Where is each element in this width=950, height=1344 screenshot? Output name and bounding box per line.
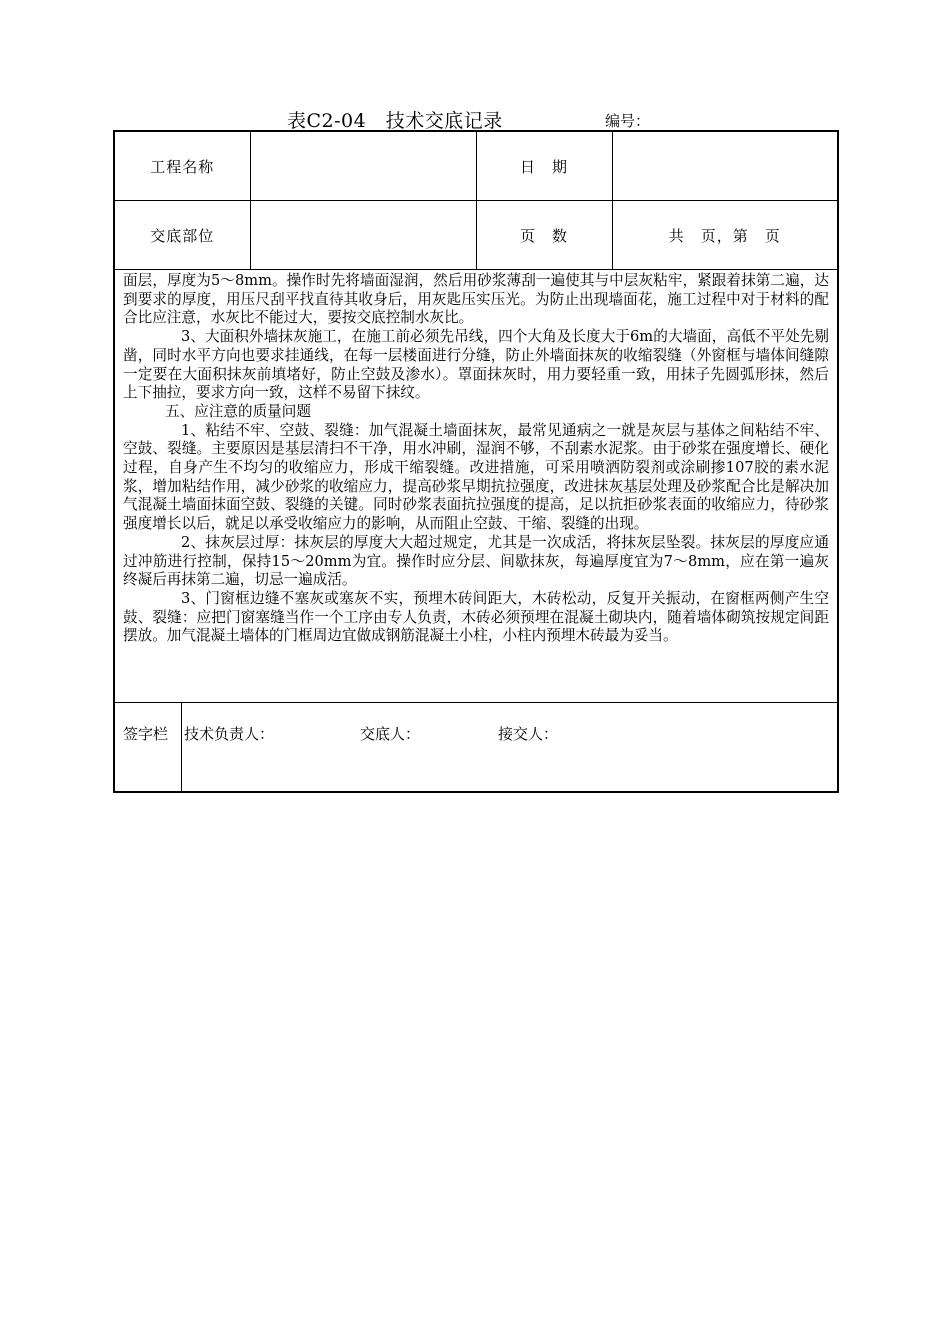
tech-lead-label: 技术负责人： <box>184 725 275 743</box>
disclosure-content <box>114 270 838 703</box>
signature-row <box>114 703 838 793</box>
date-value <box>612 131 838 201</box>
technical-disclosure-table <box>113 130 839 793</box>
disclosure-part-label: 交底部位 <box>114 201 250 270</box>
receiver-label: 接交人： <box>498 725 559 743</box>
project-row <box>114 131 838 201</box>
content-paragraph: 1、粘结不牢、空鼓、裂缝：加气混凝土墙面抹灰，最常见通病之一就是灰层与基体之间粘结不牢、空鼓、裂缝。主要原因是基层清扫不干净，用水冲刷，湿润不够，不刮素水泥浆。由于砂浆在强度增长、硬化过程，自身产生不均匀的收缩应力，形成干缩裂缝。改进措施，可采用喷洒防裂剂或涂刷掺107胶的素水泥浆，增加粘结作用，减少砂浆的收缩应力，提高砂浆早期抗拉强度，改进抹灰基层处理及砂浆配合比是解决加气混凝土墙面抹面空鼓、裂缝的关键。同时砂浆表面抗拉强度的提高，足以抗拒砂浆表面的收缩应力，待砂浆强度增长以后，就足以承受收缩应力的影响，从而阻止空鼓、干缩、裂缝的出现。 <box>123 421 829 533</box>
discloser-label: 交底人： <box>360 725 421 743</box>
pages-label: 页 数 <box>476 201 612 270</box>
content-paragraph: 3、大面积外墙抹灰施工，在施工前必须先吊线，四个大角及长度大于6m的大墙面，高低不平处先剔凿，同时水平方向也要求挂通线，在每一层楼面进行分缝，防止外墙面抹灰的收缩裂缝（外窗框与墙体间缝隙一定要在大面积抹灰前填堵好，防止空鼓及渗水）。罩面抹灰时，用力要轻重一致，用抹子先圆弧形抹，然后上下抽拉，要求方向一致，这样不易留下抹纹。 <box>123 328 829 402</box>
pages-value: 共 页，第 页 <box>612 201 838 270</box>
date-label: 日 期 <box>476 131 612 201</box>
document-title: 表C2-04 技术交底记录 <box>287 110 503 132</box>
content-row <box>114 270 838 703</box>
content-paragraph: 2、抹灰层过厚：抹灰层的厚度大大超过规定，尤其是一次成活，将抹灰层坠裂。抹灰层的厚度应通过冲筋进行控制，保持15～20mm为宜。操作时应分层、间歇抹灰，每遍厚度宜为7～8mm，应在第一遍灰终凝后再抹第二遍，切忌一遍成活。 <box>123 533 829 589</box>
signature-fields <box>184 703 838 793</box>
disclosure-part-value <box>250 201 476 270</box>
title-row <box>113 104 837 130</box>
content-paragraph: 3、门窗框边缝不塞灰或塞灰不实，预埋木砖间距大，木砖松动，反复开关振动，在窗框两侧产生空鼓、裂缝：应把门窗塞缝当作一个工序由专人负责，木砖必须预埋在混凝土砌块内，随着墙体砌筑按规定间距摆放。加气混凝土墙体的门框周边宜做成钢筋混凝土小柱，小柱内预埋木砖最为妥当。 <box>123 589 829 645</box>
document-number-label: 编号： <box>605 112 651 130</box>
signature-divider <box>181 703 182 793</box>
content-paragraph: 面层，厚度为5～8mm。操作时先将墙面湿润，然后用砂浆薄刮一遍使其与中层灰粘牢，紧跟着抹第二遍，达到要求的厚度，用压尺刮平找直待其收身后，用灰匙压实压光。为防止出现墙面花，施工过程中对于材料的配合比应注意，水灰比不能过大，要按交底控制水灰比。 <box>123 272 829 327</box>
project-name-label: 工程名称 <box>114 131 250 201</box>
project-name-value <box>250 131 476 201</box>
part-row <box>114 201 838 270</box>
section-heading: 五、应注意的质量问题 <box>165 402 311 420</box>
signature-label: 签字栏 <box>114 703 250 793</box>
